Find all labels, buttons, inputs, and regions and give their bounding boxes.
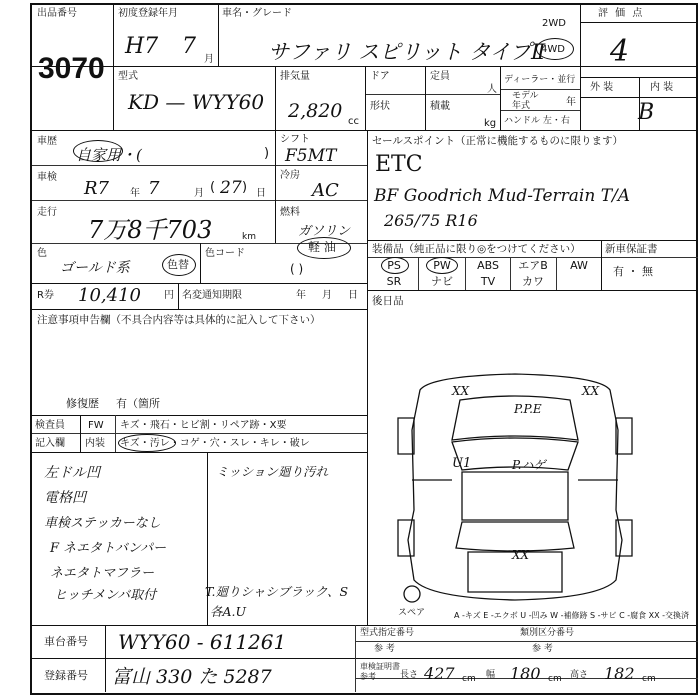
right-rear-wheel [616,520,632,556]
color-label: 色 [37,248,47,259]
color-value: ゴールド系 [60,260,130,276]
history-paren-close: ) [264,146,270,161]
sales-line2: BF Goodrich Mud-Terrain T/A [374,186,631,206]
sales-line3: 265/75 R16 [384,211,478,230]
mileage-value: 7万8千703 [88,216,213,244]
length-label: 長さ [400,670,419,680]
model-year-unit: 年 [566,97,576,108]
cert-label: 車検証明書 参考 [360,662,400,681]
equip-pw: PW [433,259,451,272]
fuel-gas: ガソリン [298,224,351,239]
sales-line1: ETC [375,152,423,177]
dealer-label: ディーラー・並行 [504,75,576,85]
shape-label: 形状 [370,101,390,112]
model: KD — WYY60 [128,90,265,114]
shift-label: シフト [280,134,310,145]
drive-4wd: 4WD [541,44,565,55]
equip-ps-circle [381,257,409,274]
remark-right-1: ミッション廻り汚れ [216,464,329,479]
notes-label: 注意事項申告欄（不具合内容等は具体的に記入して下さい） [37,314,321,326]
first-reg-month: 7 [182,34,196,59]
width-unit: cm [548,674,562,684]
warranty-value: 有 ・ 無 [613,265,653,278]
repair-label: 修復歴 [66,397,99,410]
sales-label: セールスポイント（正常に機能するものに限ります） [372,135,624,147]
equip-abs: ABS [477,259,499,272]
name-change-year: 年 [296,290,306,301]
inspection-year-unit: 年 [130,188,140,199]
equip-pw-circle [426,257,458,274]
length-value: 427 [424,664,455,683]
damage-mark-5: P.ハゲ [512,458,546,472]
load-label: 積載 [430,101,450,112]
remark-left-4: F ネエタトバンパー [50,541,166,556]
remark-left-1: 左ドル凹 [44,465,100,481]
score: 4 [610,34,630,69]
width-value: 180 [510,664,541,683]
mileage-label: 走行 [37,207,57,218]
first-reg-label: 初度登録年月 [118,8,178,19]
height-unit: cm [642,674,656,684]
roof-panel [462,472,568,520]
damage-mark-3: P.P.E [514,402,542,416]
remark-right-2: T.廻りシャシブラック、S [205,584,349,599]
later-label: 後日品 [372,295,404,307]
plate-value: 富山 330 た 5287 [112,666,272,688]
load-unit: kg [484,118,497,129]
damage-mark-4: U1 [452,456,472,471]
fuel-paren: ( ) [290,262,304,276]
name-change-day: 日 [348,290,358,301]
door-label: ドア [370,71,390,82]
equip-navi: ナビ [431,275,453,288]
left-rear-wheel [398,520,414,556]
lot-label: 出品番号 [37,8,77,19]
equip-leather: カワ [522,275,544,288]
lot-number: 3070 [38,52,105,85]
drive-2wd: 2WD [542,18,566,29]
inspection-era: R7 [84,178,110,199]
chassis-label: 車台番号 [44,635,88,648]
remark-left-5: ネエタトマフラー [50,566,155,581]
inspection-day: 27 [220,178,242,198]
first-reg-era: H7 [125,34,159,59]
height-value: 182 [604,664,635,683]
displacement-unit: cc [348,116,359,127]
remark-left-3: 車検ステッカーなし [44,516,161,531]
recycle-yen: 円 [164,290,174,301]
repair-value: 有（箇所 [116,397,160,410]
rear-window [456,522,574,551]
inspector-label: 検査員 [35,420,65,431]
entry-label: 記入欄 [35,438,65,449]
chassis-value: WYY60 - 611261 [118,630,287,654]
capacity-label: 定員 [430,71,450,82]
damage-mark-6: XX [512,548,530,562]
ac-label: 冷房 [280,170,300,181]
int-label: 内 装 [650,82,674,93]
interior-circle [118,434,176,452]
spare-tire [404,586,420,602]
plate-label: 登録番号 [44,669,88,682]
damage-mark-1: XX [452,384,470,398]
int-grade: B [638,100,655,125]
handle-label: ハンドル 左・右 [504,116,570,126]
type-no-ref: 参 考 [374,644,395,654]
capacity-unit: 人 [487,84,497,95]
displacement: 2,820 [288,100,343,122]
equip-aw: AW [570,259,588,272]
remark-left-2: 電格凹 [44,490,86,506]
ext-label: 外 装 [590,82,614,93]
inspection-month: 7 [148,178,160,199]
color-change: 色替 [167,258,189,271]
spare-label: スペア [398,608,426,618]
equip-sr: SR [386,275,402,288]
history-value: 自家用・( [76,146,142,164]
length-unit: cm [462,674,476,684]
height-label: 高さ [570,670,589,680]
equip-tv: TV [480,275,496,288]
name-change-label: 名変通知期限 [182,290,242,301]
score-label: 評 価 点 [598,8,645,19]
remark-left-6: ヒッチメンバ取付 [54,588,157,603]
equip-label: 装備品（純正品に限り◎をつけてください） [372,243,581,255]
color-code-label: 色コード [205,248,245,259]
damage-legend: A ‑キズ E ‑エクボ U ‑凹み W ‑補修跡 S ‑サビ C ‑腐食 XX ‑交換済 [454,611,690,620]
car-name-label: 車名・グレード [222,8,292,19]
width-label: 幅 [486,670,496,680]
interior-items: キズ・汚レ・コゲ・穴・スレ・キレ・破レ [120,438,310,449]
history-label: 車歴 [37,136,57,147]
recycle-label: R券 [37,290,54,301]
ac-value: AC [312,180,339,201]
car-name: サファリ スピリット タイプⅡ [268,40,546,64]
inspection-day-unit: 日 [256,188,266,199]
damage-mark-2: XX [582,384,600,398]
inspection-month-unit: 月 [194,188,204,199]
model-label: 型式 [118,71,138,82]
class-no-label: 類別区分番号 [520,628,575,638]
interior-label: 内装 [85,438,105,449]
recycle-value: 10,410 [78,285,141,306]
equip-airbag: エアB [518,259,548,272]
fw-items: キズ・飛石・ヒビ割・リペア跡・X要 [120,420,287,431]
fuel-label: 燃料 [280,207,300,218]
inspection-label: 車検 [37,172,57,183]
shift-value: F5MT [285,146,337,166]
model-year-label: モデル 年式 [512,91,539,111]
fw-label: FW [88,420,104,431]
fuel-diesel: 軽 油 [308,240,336,254]
mileage-unit: km [242,232,256,242]
name-change-month: 月 [322,290,332,301]
first-reg-month-unit: 月 [204,54,214,65]
warranty-label: 新車保証書 [605,243,658,255]
displacement-label: 排気量 [280,71,310,82]
type-no-label: 型式指定番号 [360,628,415,638]
equip-ps: PS [387,259,401,272]
remark-right-3: 各A.U [210,604,247,619]
class-no-ref: 参 考 [532,644,553,654]
